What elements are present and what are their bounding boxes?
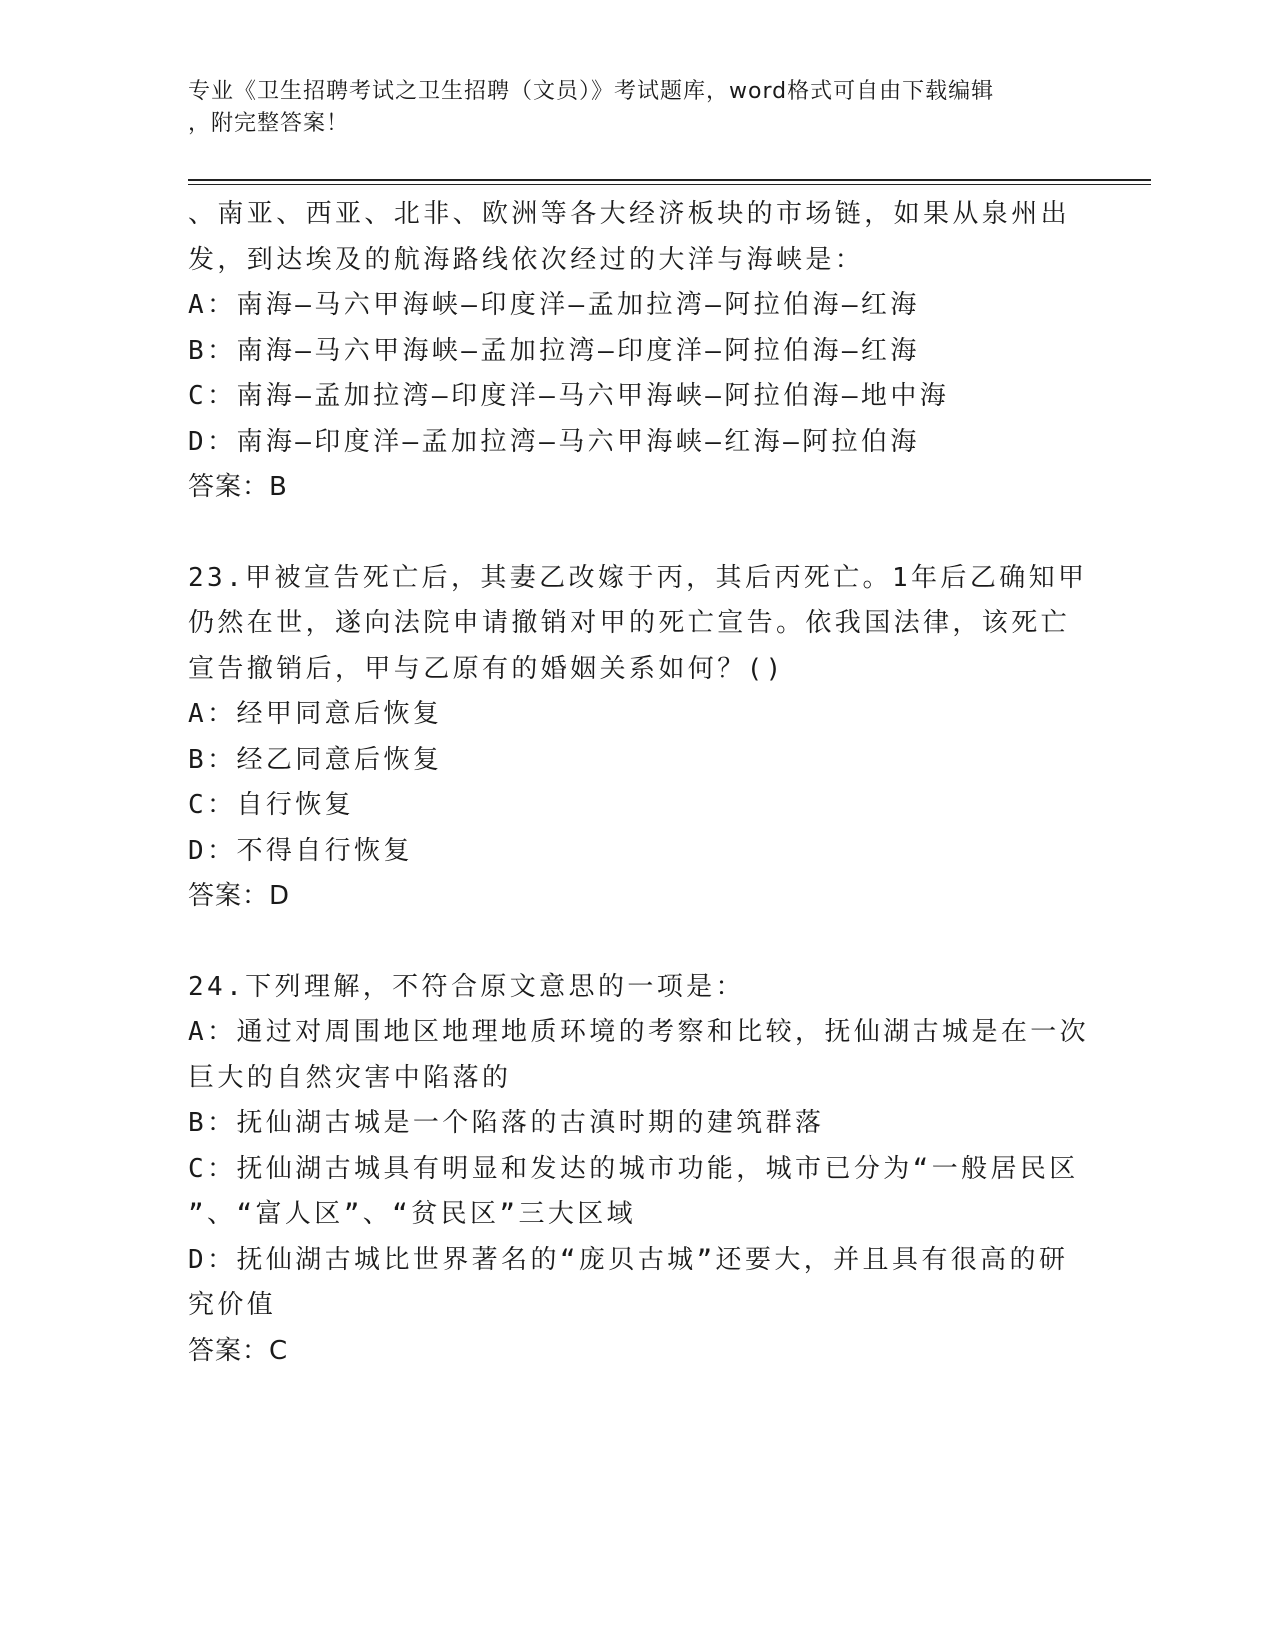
option-b: B：抚仙湖古城是一个陷落的古滇时期的建筑群落 bbox=[188, 1108, 825, 1138]
option-c: C：抚仙湖古城具有明显和发达的城市功能，城市已分为“一般居民区 bbox=[188, 1153, 1079, 1184]
question-stem-line: 仍然在世，遂向法院申请撤销对甲的死亡宣告。依我国法律，该死亡 bbox=[188, 608, 1071, 638]
option-d: D：抚仙湖古城比世界著名的“庞贝古城”还要大，并且具有很高的研 bbox=[188, 1244, 1069, 1275]
option-b: B：经乙同意后恢复 bbox=[188, 744, 443, 775]
answer-line: 答案：C bbox=[188, 1335, 289, 1366]
option-a: A：通过对周围地区地理地质环境的考察和比较，抚仙湖古城是在一次 bbox=[188, 1017, 1090, 1047]
question-stem-line: 24.下列理解，不符合原文意思的一项是： bbox=[188, 971, 745, 1002]
question-list bbox=[188, 192, 1088, 1374]
question-stem-line: 、南亚、西亚、北非、欧洲等各大经济板块的市场链，如果从泉州出 bbox=[188, 199, 1071, 229]
question-stem-line: 发，到达埃及的航海路线依次经过的大洋与海峡是： bbox=[188, 244, 865, 275]
question-stem-line: 23.甲被宣告死亡后，其妻乙改嫁于丙，其后丙死亡。1年后乙确知甲 bbox=[188, 562, 1088, 593]
spacer bbox=[188, 920, 1088, 965]
answer-line: 答案：D bbox=[188, 881, 291, 911]
question-stem-line: 宣告撤销后，甲与乙原有的婚姻关系如何？() bbox=[188, 653, 785, 684]
option-d-continued: 究价值 bbox=[188, 1290, 277, 1320]
header-line-1: 专业《卫生招聘考试之卫生招聘（文员）》考试题库，word格式可自由下载编辑 bbox=[188, 79, 995, 104]
option-b: B：南海—马六甲海峡—孟加拉湾—印度洋—阿拉伯海—红海 bbox=[188, 335, 920, 366]
question-23 bbox=[188, 556, 1088, 920]
option-a: A：南海—马六甲海峡—印度洋—孟加拉湾—阿拉伯海—红海 bbox=[188, 290, 920, 320]
option-c: C：自行恢复 bbox=[188, 790, 355, 820]
option-a: A：经甲同意后恢复 bbox=[188, 699, 443, 729]
option-d: D：南海—印度洋—孟加拉湾—马六甲海峡—红海—阿拉伯海 bbox=[188, 426, 920, 457]
option-c: C：南海—孟加拉湾—印度洋—马六甲海峡—阿拉伯海—地中海 bbox=[188, 381, 950, 411]
option-a-continued: 巨大的自然灾害中陷落的 bbox=[188, 1062, 512, 1093]
document-header bbox=[188, 76, 1078, 140]
header-line-2: ，附完整答案！ bbox=[188, 111, 350, 136]
question-22 bbox=[188, 192, 1088, 511]
header-rule-thin bbox=[188, 184, 1151, 185]
header-rule-thick bbox=[188, 179, 1151, 181]
spacer bbox=[188, 511, 1088, 556]
question-24 bbox=[188, 965, 1088, 1375]
option-c-continued: ”、“富人区”、“贫民区”三大区域 bbox=[188, 1199, 637, 1229]
answer-line: 答案：B bbox=[188, 472, 288, 502]
option-d: D：不得自行恢复 bbox=[188, 835, 413, 866]
